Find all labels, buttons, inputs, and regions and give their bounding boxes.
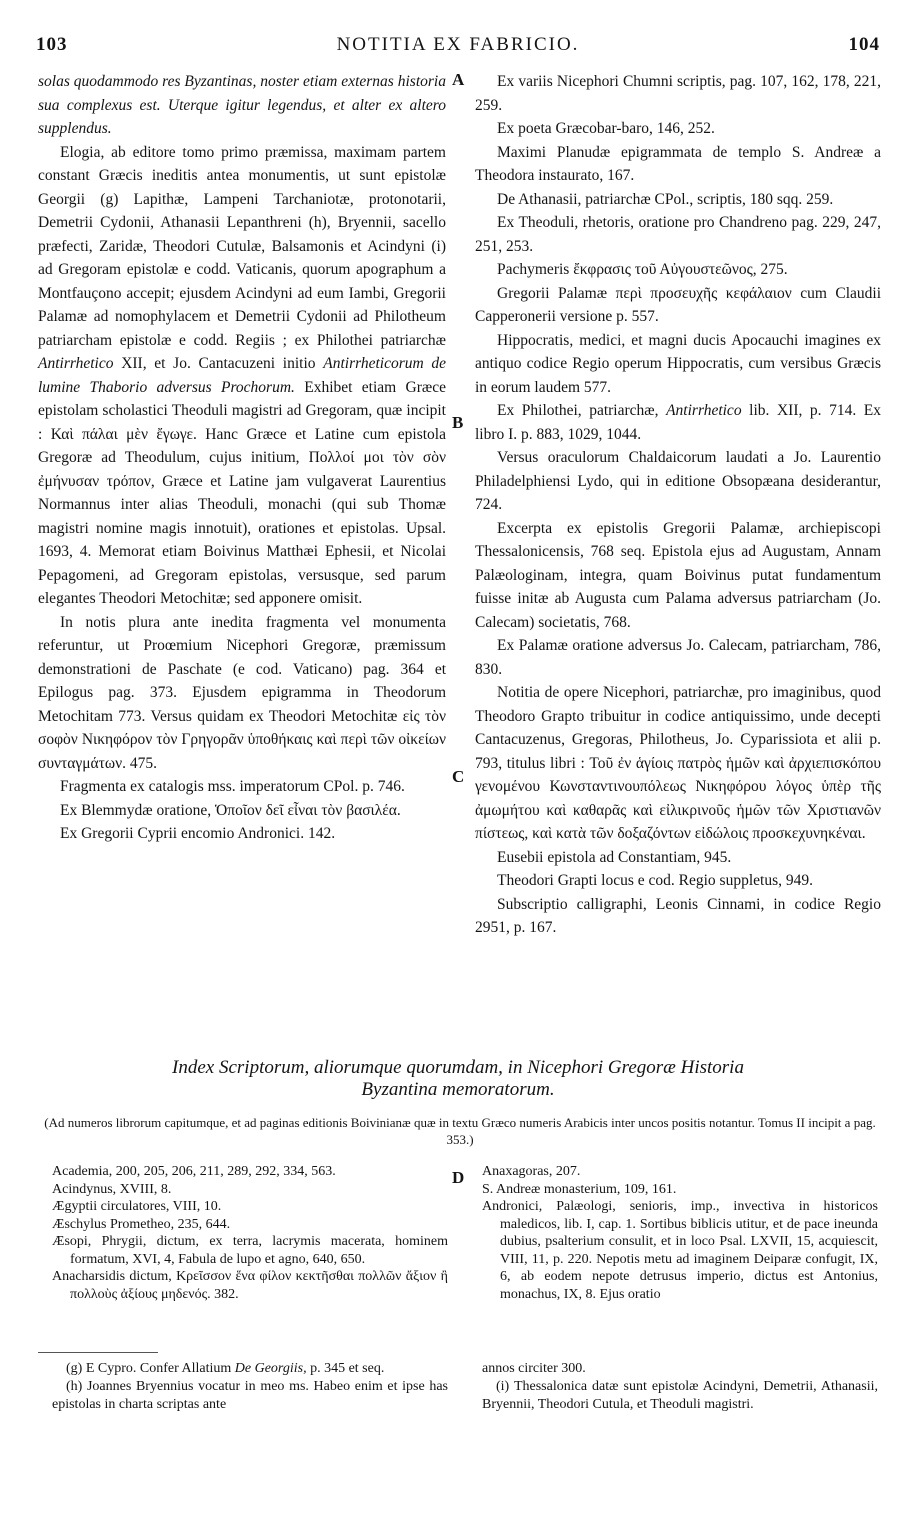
paragraph: Pachymeris ἔκφρασις τοῦ Αὐγουστεῶνος, 275.	[497, 261, 788, 278]
paragraph: Ex variis Nicephori Chumni scriptis, pag. 107, 162, 178, 221, 259.	[475, 73, 881, 114]
footnote-g	[52, 1360, 448, 1378]
paragraph: Maximi Planudæ epigrammata de templo S. Andreæ a Theodora instaurato, 167.	[475, 143, 881, 184]
index-entry: Academia, 200, 205, 206, 211, 289, 292, 334, 563.	[52, 1164, 336, 1179]
footnote-rule	[38, 1352, 158, 1353]
paragraph: Ex Theoduli, rhetoris, oratione pro Chandreno pag. 229, 247, 251, 253.	[475, 214, 881, 255]
running-title: NOTITIA EX FABRICIO.	[336, 34, 580, 55]
index-title-line: Index Scriptorum, aliorumque quorumdam, in Nicephori Gregoræ Historia	[172, 1057, 744, 1078]
index-entry: Æsopi, Phrygii, dictum, ex terra, lacrymis macerata, hominem formatum, XVI, 4, Fabula de lupo et agno, 640, 650.	[52, 1234, 448, 1267]
text-span: lib. XII, p. 714. Ex libro I. p. 883, 1029, 1044.	[475, 402, 882, 443]
running-header	[36, 34, 880, 64]
paragraph: solas quodammodo res Byzantinas, noster etiam externas historia sua complexus est. Uterque igitur legendus, et alter ex altero supplendus.	[38, 73, 446, 137]
index-entry: Æschylus Prometheo, 235, 644.	[52, 1216, 231, 1232]
paragraph: In notis plura ante inedita fragmenta vel monumenta referuntur, ut Proœmium Nicephori Gregoræ, præmissum demonstrationi de Paschate (e cod. Vaticano) pag. 364 et Epilogus pag. 373. Ejusdem epigramma in Theodorum Metochitam 773. Versus quidam ex Theodori Metochitæ εἰς τὸν σοφὸν Νικηφόρον τὸν Γρηγορᾶν ὑποθήκαις καὶ περὶ τῶν οἰκείων συνταγμάτων. 475.	[38, 613, 446, 772]
paragraph: Notitia de opere Nicephori, patriarchæ, pro imaginibus, quod Theodoro Grapto tribuitur in codice antiquissimo, unde decepti Cantacuzenus, Gregoras, Philotheus, Jo. Cyparissiota et alii p. 793, titulus libri : Τοῦ ἐν ἁγίοις πατρὸς ἡμῶν καὶ ἀρχιεπισκόπου γενομένου Κωνσταντινουπόλεως Νικηφόρου λόγος ὑπὲρ τῆς ἀμωμήτου καὶ καθαρᾶς καὶ εἰλικρινοῦς ἡμῶν τῶν Χριστιανῶν πίστεως, καὶ κατὰ τῶν δοξαζόντων εἰδώλοις προσκεχυνηκέναι.	[475, 684, 881, 842]
margin-marker-a: A	[452, 70, 465, 89]
footnote-continuation: annos circiter 300.	[482, 1361, 586, 1376]
italic-span: Antirrheticorum de lumine Thaborio adversus Prochorum.	[38, 355, 447, 396]
index-entry: Anaxagoras, 207.	[482, 1164, 581, 1179]
paragraph: Fragmenta ex catalogis mss. imperatorum CPol. p. 746.	[60, 778, 405, 795]
italic-span: Antirrhetico	[38, 355, 114, 372]
paragraph: Ex poeta Græcobar-baro, 146, 252.	[497, 120, 715, 137]
paragraph	[475, 399, 881, 446]
right-column-text	[475, 70, 881, 940]
index-title-line: Byzantina memoratorum.	[361, 1079, 555, 1100]
paragraph: Versus oraculorum Chaldaicorum laudati a Jo. Laurentio Philadelphiensi Lydo, qui in editione Obsopæana desiderantur, 724.	[475, 449, 881, 513]
paragraph: Hippocratis, medici, et magni ducis Apocauchi imagines ex antiquo codice Regio operum Hippocratis, cum versibus Græcis in eorum laudem 577.	[475, 331, 881, 396]
paragraph: Ex Gregorii Cyprii encomio Andronici. 142.	[60, 825, 336, 842]
index-entry: Anacharsidis dictum, Κρεῖσσον ἕνα φίλον κεκτῆσθαι πολλῶν ἄξιον ἢ πολλοὺς ἀξίους μηδενός. 382.	[52, 1269, 448, 1302]
index-entry: Acindynus, XVIII, 8.	[52, 1181, 172, 1197]
footnote-h: (h) Joannes Bryennius vocatur in meo ms. Habeo enim et ipse has epistolas in charta scriptas ante	[52, 1379, 448, 1412]
text-span: Exhibet etiam Græce epistolam scholastici Theoduli magistri ad Gregoram, quæ incipit : Καὶ πάλαι μὲν ἔγωγε. Hanc Græce et Latine cum epistola Gregoræ ad Theodulum, cujus initium, Πολλοί μοι τὸν σὸν ἐμήνυσαν τρόπον, Græce et Latine jam vulgaverat Laurentius Normannus inter alias Theoduli, monachi (qui sub Thomæ magistri nomine magis innotuit), orationes et epistolas. Upsal. 1693, 4. Memorat etiam Boivinus Matthæi Ephesii, et Nicolai Pepagomeni, ad Gregoram epistolas, versusque, sed parum elegantes Theodori Metochitæ; sed apponere omisit.	[38, 378, 447, 607]
index-subtitle: (Ad numeros librorum capitumque, et ad paginas editionis Boivinianæ quæ in textu Græco numeris Arabicis inter uncos positis notantur. Tomus II incipit a pag. 353.)	[44, 1115, 876, 1147]
paragraph: Ex Palamæ oratione adversus Jo. Calecam, patriarcham, 786, 830.	[475, 637, 881, 678]
index-entry: Andronici, Palæologi, senioris, imp., invectiva in historicos maledicos, lib. I, cap. 1. Sortibus biblicis utitur, et de pace ineunda dubius, psalterium consulit, et in loco Psal. LXVII, 15, acquiescit, VIII, 11, p. 220. Nepotis metu ad imaginem Deiparæ confugit, IX, 6, ab eodem nepote detrusus imperio, dictus est Antonius, monachus, IX, 8. Ejus oratio	[482, 1199, 878, 1302]
paragraph: Excerpta ex epistolis Gregorii Palamæ, archiepiscopi Thessalonicensis, 768 seq. Epistola ejus ad Augustam, Annam Palæologinam, integra, quam Boivinus putat fundamentum fuisse initæ ab Augusta cum Palama adversus patriarcham (Jo. Calecam) societatis, 768.	[475, 519, 881, 631]
index-left-column	[52, 1163, 448, 1303]
paragraph: Gregorii Palamæ περὶ προσευχῆς κεφάλαιον cum Claudii Capperonerii versione p. 557.	[475, 284, 881, 325]
text-span: (g) E Cypro. Confer Allatium	[66, 1361, 232, 1376]
footnote-i: (i) Thessalonica datæ sunt epistolæ Acindyni, Demetrii, Athanasii, Bryennii, Theodori Cutula, et Theoduli magistri.	[482, 1379, 878, 1412]
index-right-column	[482, 1163, 878, 1303]
page-number-right: 104	[848, 34, 880, 55]
footnotes-right	[482, 1360, 878, 1414]
text-span: p. 345 et seq.	[310, 1361, 385, 1376]
text-span: Elogia, ab editore tomo primo præmissa, maximam partem constant Græcis ineditis antea monumentis, ut sunt epistolæ Georgii (g) Lapithæ, Lampeni Tarchaniotæ, protonotarii, Demetrii Cydonii, Athanasii Lepanthreni (h), Bryennii, sacello præfecti, Zaridæ, Theodori Cutulæ, Balsamonis et Acindyni (i) ad Gregoram epistolæ e codd. Vaticanis, quorum apographum a Montfauçono accepit; ejusdem Acindyni ad eum Iambi, Gregorii Palamæ ad nomophylacem et Demetrii Cydonii ad Philotheum patriarcham epistolæ e codd. Regiis ; ex Philothei patriarchæ	[38, 143, 446, 349]
text-span: Ex Philothei, patriarchæ,	[497, 402, 659, 419]
index-title	[60, 1057, 856, 1101]
paragraph: Theodori Grapti locus e cod. Regio suppletus, 949.	[497, 872, 813, 889]
paragraph: De Athanasii, patriarchæ CPol., scriptis, 180 sqq. 259.	[497, 190, 834, 208]
margin-marker-c: C	[452, 767, 465, 786]
paragraph-elogia	[38, 141, 446, 611]
index-entry: S. Andreæ monasterium, 109, 161.	[482, 1181, 677, 1197]
paragraph: Eusebii epistola ad Constantiam, 945.	[497, 848, 732, 866]
paragraph: Ex Blemmydæ oratione, Ὁποῖον δεῖ εἶναι τὸν βασιλέα.	[60, 801, 401, 819]
italic-span: De Georgiis,	[234, 1361, 307, 1376]
paragraph: Subscriptio calligraphi, Leonis Cinnami, in codice Regio 2951, p. 167.	[475, 895, 881, 936]
index-entry: Ægyptii circulatores, VIII, 10.	[52, 1199, 222, 1214]
left-column-text	[38, 70, 446, 846]
margin-marker-d: D	[452, 1168, 465, 1187]
footnotes-left	[52, 1360, 448, 1414]
text-span: XII, et Jo. Cantacuzeni initio	[121, 355, 316, 372]
italic-span: Antirrhetico	[666, 402, 742, 419]
page-number-left: 103	[36, 34, 68, 55]
margin-marker-b: B	[452, 413, 464, 432]
